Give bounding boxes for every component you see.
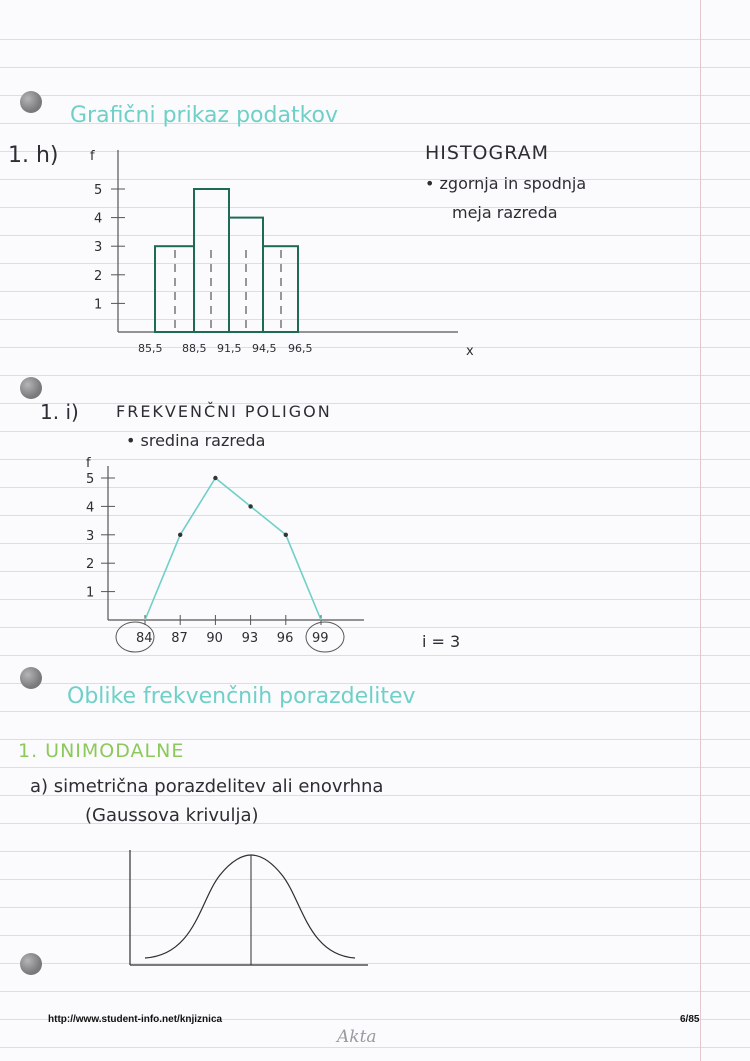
polygon-x-tick-label: 87	[171, 631, 188, 646]
polygon-y-label: f	[86, 456, 91, 471]
footer-url[interactable]: http://www.student-info.net/knjiznica	[48, 1014, 223, 1025]
histogram-note-2: meja razreda	[452, 203, 558, 222]
polygon-x-tick-label: 96	[276, 631, 294, 646]
histogram-y-tick-label: 3	[94, 240, 103, 256]
polygon-y-tick-label: 1	[86, 585, 95, 601]
polygon-label: 1. i)	[40, 400, 79, 424]
brand-logo: Akta	[337, 1027, 377, 1047]
gauss-line-1: a) simetrična porazdelitev ali enovrhna	[30, 776, 384, 797]
gauss-line-2: (Gaussova krivulja)	[85, 805, 259, 826]
histogram-y-label: f	[90, 149, 95, 164]
polygon-x-tick-label: 84	[136, 631, 153, 646]
heading-shapes: Oblike frekvenčnih porazdelitev	[67, 684, 416, 709]
histogram-x-tick-label: 96,5	[288, 342, 313, 355]
histogram-y-tick-label: 2	[94, 268, 103, 284]
histogram-x-tick-label: 91,5	[217, 342, 242, 355]
histogram-note-1: • zgornja in spodnja	[425, 174, 587, 193]
histogram-title: HISTOGRAM	[425, 142, 550, 164]
polygon-y-tick-label: 2	[86, 557, 95, 573]
heading-unimodal: 1. UNIMODALNE	[18, 740, 185, 762]
polygon-y-tick-label: 4	[86, 500, 95, 516]
polygon-y-tick-label: 5	[86, 472, 95, 487]
histogram-x-label: x	[466, 344, 474, 359]
histogram-label: 1. h)	[8, 143, 59, 168]
polygon-x-tick-label: 99	[312, 631, 329, 646]
polygon-note: • sredina razreda	[126, 431, 266, 450]
histogram-y-tick-label: 4	[94, 211, 103, 227]
footer-page-number: 6/85	[680, 1014, 700, 1025]
histogram-x-tick-label: 85,5	[138, 342, 163, 355]
histogram-x-tick-label: 88,5	[182, 342, 207, 355]
heading-graphic: Grafični prikaz podatkov	[70, 103, 339, 128]
histogram-y-tick-label: 5	[94, 183, 103, 198]
polygon-title: FREKVENČNI POLIGON	[116, 402, 332, 421]
polygon-x-tick-label: 90	[206, 631, 223, 646]
polygon-y-tick-label: 3	[86, 528, 95, 544]
histogram-y-tick-label: 1	[94, 297, 103, 313]
polygon-x-tick-label: 93	[241, 631, 259, 646]
gauss-curve	[145, 855, 355, 958]
polygon-interval: i = 3	[422, 632, 461, 651]
histogram-x-tick-label: 94,5	[252, 342, 277, 355]
